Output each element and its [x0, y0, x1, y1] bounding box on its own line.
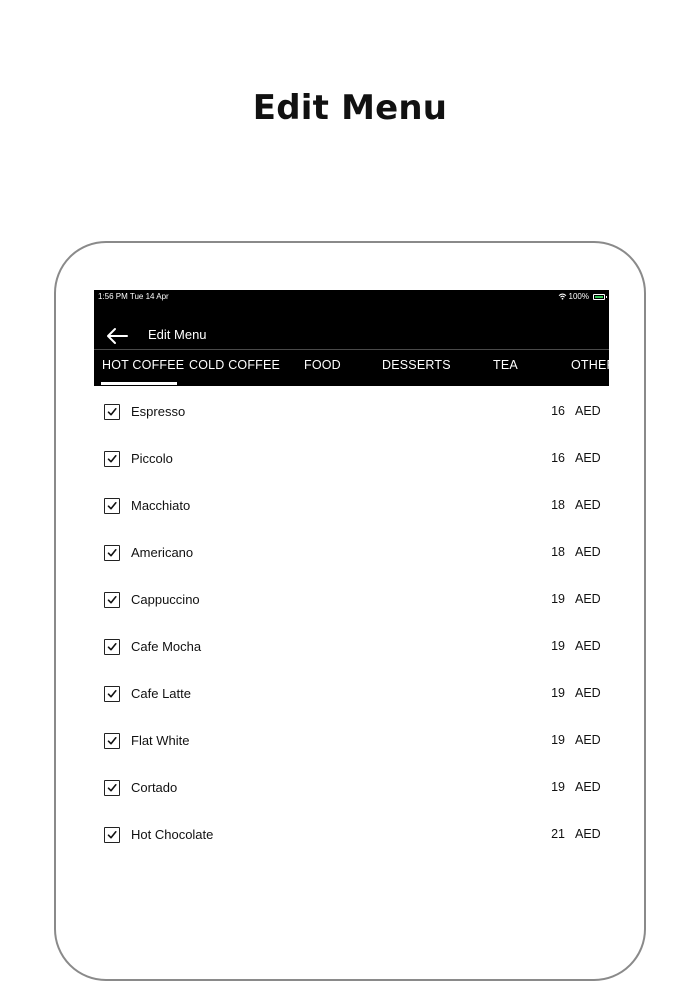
list-item	[94, 715, 609, 762]
nav-title: Edit Menu	[148, 327, 207, 342]
item-name: Cafe Latte	[131, 686, 191, 701]
item-currency: AED	[575, 592, 601, 606]
item-price: 16	[551, 451, 565, 465]
list-item	[94, 574, 609, 621]
battery-percent: 100%	[568, 292, 589, 301]
list-item	[94, 668, 609, 715]
item-checkbox[interactable]	[104, 827, 120, 843]
item-price: 16	[551, 404, 565, 418]
item-checkbox[interactable]	[104, 686, 120, 702]
item-price: 19	[551, 780, 565, 794]
item-name: Cappuccino	[131, 592, 200, 607]
item-currency: AED	[575, 451, 601, 465]
item-currency: AED	[575, 639, 601, 653]
tab-tea[interactable]: TEA	[493, 358, 518, 372]
item-currency: AED	[575, 686, 601, 700]
item-checkbox[interactable]	[104, 404, 120, 420]
item-price: 19	[551, 592, 565, 606]
item-currency: AED	[575, 827, 601, 841]
top-bar	[94, 290, 616, 386]
item-checkbox[interactable]	[104, 639, 120, 655]
item-price: 21	[551, 827, 565, 841]
tab-food[interactable]: FOOD	[304, 358, 341, 372]
app-screen	[94, 290, 616, 934]
item-checkbox[interactable]	[104, 733, 120, 749]
item-checkbox[interactable]	[104, 498, 120, 514]
item-name: Americano	[131, 545, 194, 560]
battery-icon	[593, 294, 605, 300]
item-name: Flat White	[131, 733, 190, 748]
item-price: 18	[551, 498, 565, 512]
list-item	[94, 480, 609, 527]
item-name: Hot Chocolate	[131, 827, 214, 842]
category-tabs	[94, 350, 616, 386]
item-name: Piccolo	[131, 451, 173, 466]
arrow-left-icon[interactable]	[106, 327, 128, 345]
item-name: Cafe Mocha	[131, 639, 202, 654]
item-currency: AED	[575, 404, 601, 418]
status-indicators	[558, 292, 605, 301]
item-currency: AED	[575, 545, 601, 559]
item-currency: AED	[575, 780, 601, 794]
wifi-icon	[558, 293, 567, 300]
list-item	[94, 809, 609, 856]
list-item	[94, 621, 609, 668]
item-checkbox[interactable]	[104, 545, 120, 561]
item-price: 18	[551, 545, 565, 559]
list-item	[94, 527, 609, 574]
item-name: Cortado	[131, 780, 178, 795]
active-tab-indicator	[101, 382, 177, 385]
list-item	[94, 433, 609, 480]
item-currency: AED	[575, 498, 601, 512]
tab-cold-coffee[interactable]: COLD COFFEE	[189, 358, 281, 372]
page-title: Edit Menu	[252, 88, 448, 128]
item-name: Espresso	[131, 404, 186, 419]
item-name: Macchiato	[131, 498, 191, 513]
item-price: 19	[551, 733, 565, 747]
tab-other[interactable]: OTHER	[571, 358, 616, 372]
item-price: 19	[551, 639, 565, 653]
item-checkbox[interactable]	[104, 451, 120, 467]
list-item	[94, 386, 609, 433]
list-item	[94, 762, 609, 809]
item-price: 19	[551, 686, 565, 700]
item-checkbox[interactable]	[104, 780, 120, 796]
tab-desserts[interactable]: DESSERTS	[382, 358, 451, 372]
tab-hot-coffee[interactable]: HOT COFFEE	[102, 358, 185, 372]
item-checkbox[interactable]	[104, 592, 120, 608]
item-currency: AED	[575, 733, 601, 747]
status-time: 1:56 PM Tue 14 Apr	[98, 292, 169, 301]
